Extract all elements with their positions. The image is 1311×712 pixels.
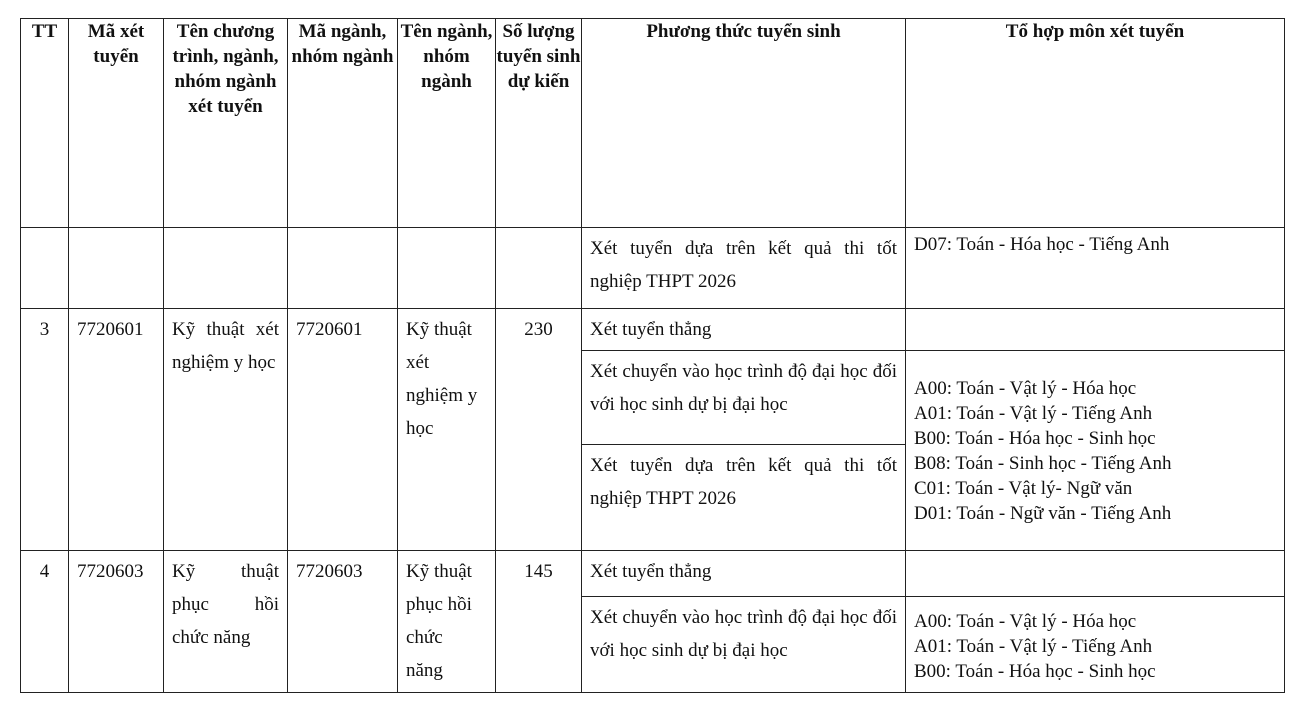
combo-item: A01: Toán - Vật lý - Tiếng Anh [914, 402, 1153, 424]
tt-cell: 4 [21, 551, 69, 693]
combo-item: A00: Toán - Vật lý - Hóa học [914, 611, 1137, 632]
method-cell: Xét tuyển thẳng [582, 309, 906, 351]
combo-item: A01: Toán - Vật lý - Tiếng Anh [914, 636, 1153, 657]
continuation-row [21, 228, 1285, 309]
method-cell: Xét tuyển dựa trên kết quả thi tốt nghiệp THPT 2026 [582, 445, 906, 551]
combo-cell: D07: Toán - Hóa học - Tiếng Anh [906, 228, 1285, 309]
tt-cell: 3 [21, 309, 69, 551]
combo-cell [906, 309, 1285, 351]
empty-cell [21, 228, 69, 309]
program-row [21, 309, 1285, 351]
header-ten-nganh: Tên ngành, nhóm ngành [398, 19, 496, 228]
so-luong-cell: 145 [496, 551, 582, 693]
empty-cell [69, 228, 164, 309]
combo-item: A00: Toán - Vật lý - Hóa học [914, 377, 1137, 399]
combo-list-cell [906, 351, 1285, 551]
combo-item: B00: Toán - Hóa học - Sinh học [914, 661, 1156, 682]
ten-chuong-trinh-cell: Kỹ thuật phục hồi chức năng [164, 551, 288, 693]
combo-item: C01: Toán - Vật lý- Ngữ văn [914, 477, 1133, 499]
so-luong-cell: 230 [496, 309, 582, 551]
ma-nganh-cell: 7720603 [288, 551, 398, 693]
combo-item: D01: Toán - Ngữ văn - Tiếng Anh [914, 502, 1172, 524]
ten-nganh-cell [398, 551, 496, 693]
header-ten-chuong-trinh: Tên chương trình, ngành, nhóm ngành xét tuyển [164, 19, 288, 228]
empty-cell [398, 228, 496, 309]
combo-item: B08: Toán - Sinh học - Tiếng Anh [914, 452, 1172, 474]
method-cell: Xét chuyển vào học trình độ đại học đối với học sinh dự bị đại học [582, 597, 906, 693]
method-cell: Xét chuyển vào học trình độ đại học đối với học sinh dự bị đại học [582, 351, 906, 445]
empty-cell [164, 228, 288, 309]
admissions-table [20, 18, 1285, 693]
ma-nganh-cell: 7720601 [288, 309, 398, 551]
ma-xet-tuyen-cell: 7720601 [69, 309, 164, 551]
combo-cell [906, 551, 1285, 597]
header-ma-xet-tuyen: Mã xét tuyển [69, 19, 164, 228]
empty-cell [496, 228, 582, 309]
method-cell: Xét tuyển dựa trên kết quả thi tốt nghiệp THPT 2026 [582, 228, 906, 309]
empty-cell [288, 228, 398, 309]
header-to-hop: Tổ hợp môn xét tuyển [906, 19, 1285, 228]
combo-item: B00: Toán - Hóa học - Sinh học [914, 427, 1156, 449]
ma-xet-tuyen-cell: 7720603 [69, 551, 164, 693]
header-row [21, 19, 1285, 228]
header-phuong-thuc: Phương thức tuyển sinh [582, 19, 906, 228]
program-row [21, 551, 1285, 597]
ten-nganh-text: Kỹ thuật phục hồi chức năng [406, 561, 472, 681]
header-ma-nganh: Mã ngành, nhóm ngành [288, 19, 398, 228]
method-cell: Xét tuyển thẳng [582, 551, 906, 597]
combo-list-cell [906, 597, 1285, 693]
ten-chuong-trinh-cell: Kỹ thuật xét nghiệm y học [164, 309, 288, 551]
header-tt: TT [21, 19, 69, 228]
ten-nganh-text: Kỹ thuật xét nghiệm y học [406, 319, 478, 439]
header-so-luong: Số lượng tuyển sinh dự kiến [496, 19, 582, 228]
ten-nganh-cell [398, 309, 496, 551]
